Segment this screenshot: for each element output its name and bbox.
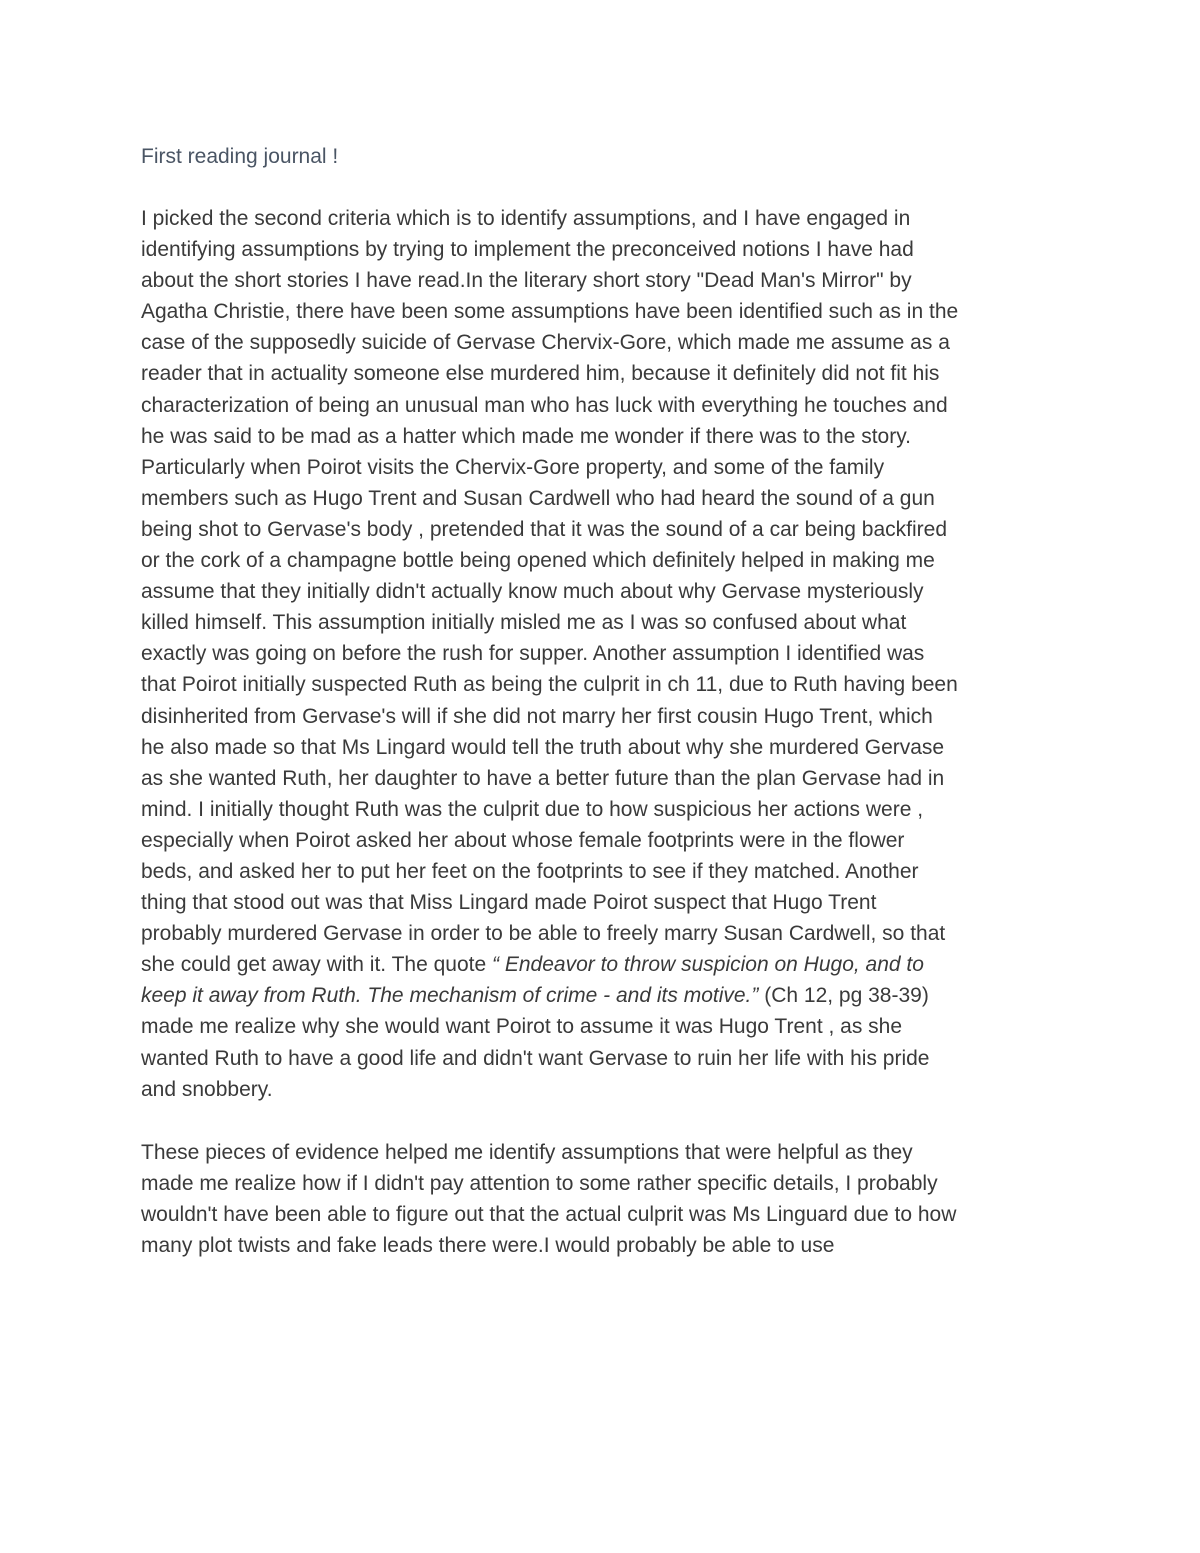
text-line: he also made so that Ms Lingard would tell the truth about why she murdered Gervase <box>141 735 945 759</box>
text-line: probably murdered Gervase in order to be able to freely marry Susan Cardwell, so that <box>141 922 946 946</box>
text-line: wanted Ruth to have a good life and didn't want Gervase to ruin her life with his pride <box>141 1046 930 1070</box>
text-line: being shot to Gervase's body , pretended that it was the sound of a car being backfired <box>141 517 948 541</box>
text-line: or the cork of a champagne bottle being opened which definitely helped in making me <box>141 549 935 573</box>
text-line: made me realize how if I didn't pay attention to some rather specific details, I probably <box>141 1172 938 1196</box>
text-line: case of the supposedly suicide of Gervase Chervix-Gore, which made me assume as a <box>141 331 950 355</box>
text-line: he was said to be mad as a hatter which made me wonder if there was to the story. <box>141 424 911 448</box>
citation-text: (Ch 12, pg 38-39) <box>758 984 929 1008</box>
paragraph-1 <box>141 203 1071 1105</box>
document-title: First reading journal ! <box>141 145 339 168</box>
text-line: identifying assumptions by trying to implement the preconceived notions I have had <box>141 238 914 262</box>
text-line-with-quote <box>141 949 1071 980</box>
text-line: characterization of being an unusual man who has luck with everything he touches and <box>141 393 948 417</box>
text-line: especially when Poirot asked her about whose female footprints were in the flower <box>141 828 905 852</box>
text-line: and snobbery. <box>141 1077 273 1101</box>
text-segment: she could get away with it. The quote <box>141 953 487 977</box>
text-line-with-quote <box>141 980 1071 1011</box>
text-line: as she wanted Ruth, her daughter to have a better future than the plan Gervase had in <box>141 766 945 790</box>
quote-text: keep it away from Ruth. The mechanism of crime - and its motive.” <box>141 984 759 1008</box>
text-line: assume that they initially didn't actually know much about why Gervase mysteriously <box>141 580 924 604</box>
text-line: exactly was going on before the rush for supper. Another assumption I identified was <box>141 642 925 666</box>
paragraph-2 <box>141 1137 1071 1261</box>
text-line: many plot twists and fake leads there were.I would probably be able to use <box>141 1234 835 1258</box>
text-line: that Poirot initially suspected Ruth as being the culprit in ch 11, due to Ruth having been <box>141 673 958 697</box>
text-line: made me realize why she would want Poirot to assume it was Hugo Trent , as she <box>141 1015 903 1039</box>
text-line: about the short stories I have read.In the literary short story "Dead Man's Mirror" by <box>141 269 912 293</box>
text-line: beds, and asked her to put her feet on the footprints to see if they matched. Another <box>141 859 919 883</box>
text-line: wouldn't have been able to figure out that the actual culprit was Ms Linguard due to how <box>141 1203 957 1227</box>
text-line: mind. I initially thought Ruth was the culprit due to how suspicious her actions were , <box>141 797 924 821</box>
text-line: disinherited from Gervase's will if she did not marry her first cousin Hugo Trent, which <box>141 704 933 728</box>
text-line: reader that in actuality someone else murdered him, because it definitely did not fit his <box>141 362 940 386</box>
text-line: I picked the second criteria which is to identify assumptions, and I have engaged in <box>141 207 911 230</box>
text-line: killed himself. This assumption initially misled me as I was so confused about what <box>141 611 907 635</box>
quote-text: “ Endeavor to throw suspicion on Hugo, and to <box>492 953 924 977</box>
text-line: Agatha Christie, there have been some assumptions have been identified such as in the <box>141 300 959 324</box>
text-line: These pieces of evidence helped me identify assumptions that were helpful as they <box>141 1141 913 1164</box>
text-line: thing that stood out was that Miss Lingard made Poirot suspect that Hugo Trent <box>141 891 877 915</box>
text-line: Particularly when Poirot visits the Chervix-Gore property, and some of the family <box>141 455 885 479</box>
text-line: members such as Hugo Trent and Susan Cardwell who had heard the sound of a gun <box>141 486 935 510</box>
